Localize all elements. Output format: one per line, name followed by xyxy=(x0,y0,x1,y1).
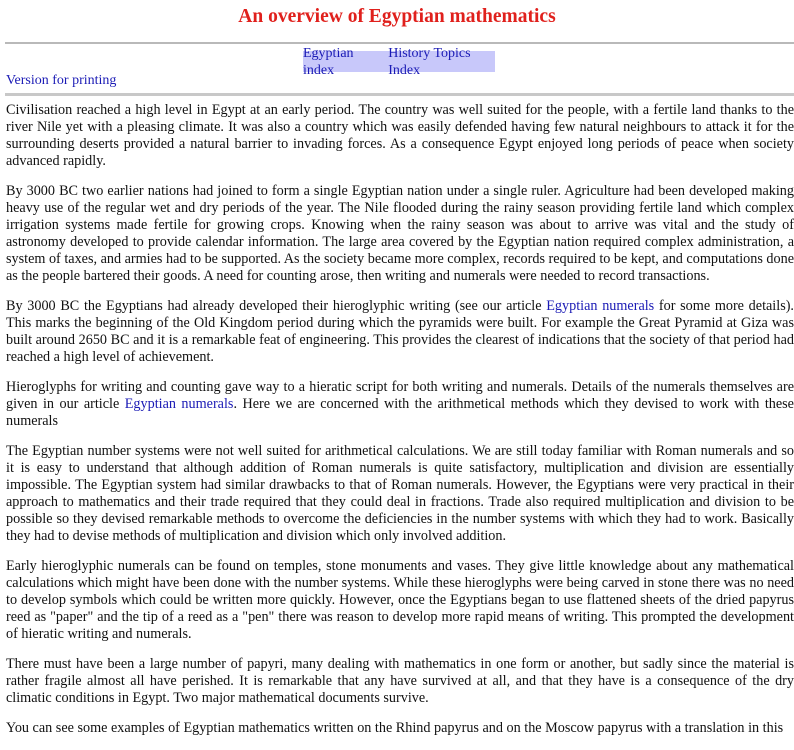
version-for-printing-link[interactable]: Version for printing xyxy=(6,73,117,88)
nav-bar xyxy=(303,45,495,78)
content-divider xyxy=(5,93,794,96)
paragraph-8: You can see some examples of Egyptian mathematics written on the Rhind papyrus and on the Moscow papyrus with a translation in this xyxy=(6,720,784,736)
paragraph-4-text-b: . Here we are concerned with the arithmetical methods which they devised to work with these numerals xyxy=(6,396,794,429)
paragraph-4 xyxy=(6,379,794,430)
paragraph-3-text-a: By 3000 BC the Egyptians had already developed their hieroglyphic writing (see our article xyxy=(6,298,547,314)
paragraph-1: Civilisation reached a high level in Egypt at an early period. The country was well suited for the people, with a fertile land thanks to the river Nile yet with a pleasing climate. It was also a country which was easily defended having few natural neighbours to attack it for the surrounding deserts provided a natural barrier to invading forces. As a consequence Egypt enjoyed long periods of peace when society advanced rapidly. xyxy=(6,102,794,169)
paragraph-6: Early hieroglyphic numerals can be found on temples, stone monuments and vases. They give little knowledge about any mathematical calculations which might have been done with the number systems. While these hieroglyphs were being carved in stone there was no need to develop symbols which could be written more quickly. However, once the Egyptians began to use flattened sheets of the dried papyrus reed as "paper" and the tip of a reed as a "pen" there was reason to develop more rapid means of writing. This prompted the development of hieratic writing and numerals. xyxy=(6,558,794,642)
paragraph-2: By 3000 BC two earlier nations had joined to form a single Egyptian nation under a single ruler. Agriculture had been developed making heavy use of the regular wet and dry periods of the year. The Nile flooded during the rainy season providing fertile land which complex irrigation systems made fertile for growing crops. Knowing when the rainy season was about to arrive was vital and the study of astronomy developed to provide calendar information. The large area covered by the Egyptian nation required complex administration, a system of taxes, and armies had to be supported. As the society became more complex, records required to be kept, and computations done as the people bartered their goods. A need for counting arose, then writing and numerals were needed to record transactions. xyxy=(6,183,794,284)
paragraph-7: There must have been a large number of papyri, many dealing with mathematics in one form or another, but sadly since the material is rather fragile almost all have perished. It is remarkable that any have survived at all, and that they have is a consequence of the dry climatic conditions in Egypt. Two major mathematical documents survive. xyxy=(6,656,794,706)
paragraph-3-text-b: for some more details). This marks the beginning of the Old Kingdom period during which the pyramids were built. For example the Great Pyramid at Giza was built around 2650 BC and it is a remarkable feat of engineering. This provides the clearest of indications that the society of that period had reached a high level of achievement. xyxy=(6,298,794,365)
egyptian-numerals-link-1[interactable]: Egyptian numerals xyxy=(546,298,655,314)
history-topics-index-link[interactable]: History Topics Index xyxy=(388,45,471,78)
egyptian-index-link[interactable]: Egyptian index xyxy=(303,45,354,78)
article-body xyxy=(6,102,794,750)
paragraph-4-text-a: Hieroglyphs for writing and counting gave way to a hieratic script for both writing and numerals. Details of the numerals themselves are given in our article xyxy=(6,379,794,412)
page-title: An overview of Egyptian mathematics xyxy=(238,6,556,27)
egyptian-numerals-link-2[interactable]: Egyptian numerals xyxy=(124,396,234,412)
paragraph-5: The Egyptian number systems were not well suited for arithmetical calculations. We are still today familiar with Roman numerals and so it is easy to understand that although addition of Roman numerals is quite satisfactory, multiplication and division are essentially impossible. The Egyptian system had similar drawbacks to that of Roman numerals. However, the Egyptians were very practical in their approach to mathematics and their trade required that they could deal in fractions. Trade also required multiplication and division to be possible so they devised remarkable methods to overcome the deficiencies in the number systems with which they had to work. Basically they had to devise methods of multiplication and division which only involved addition. xyxy=(6,443,794,544)
paragraph-3 xyxy=(6,298,794,366)
